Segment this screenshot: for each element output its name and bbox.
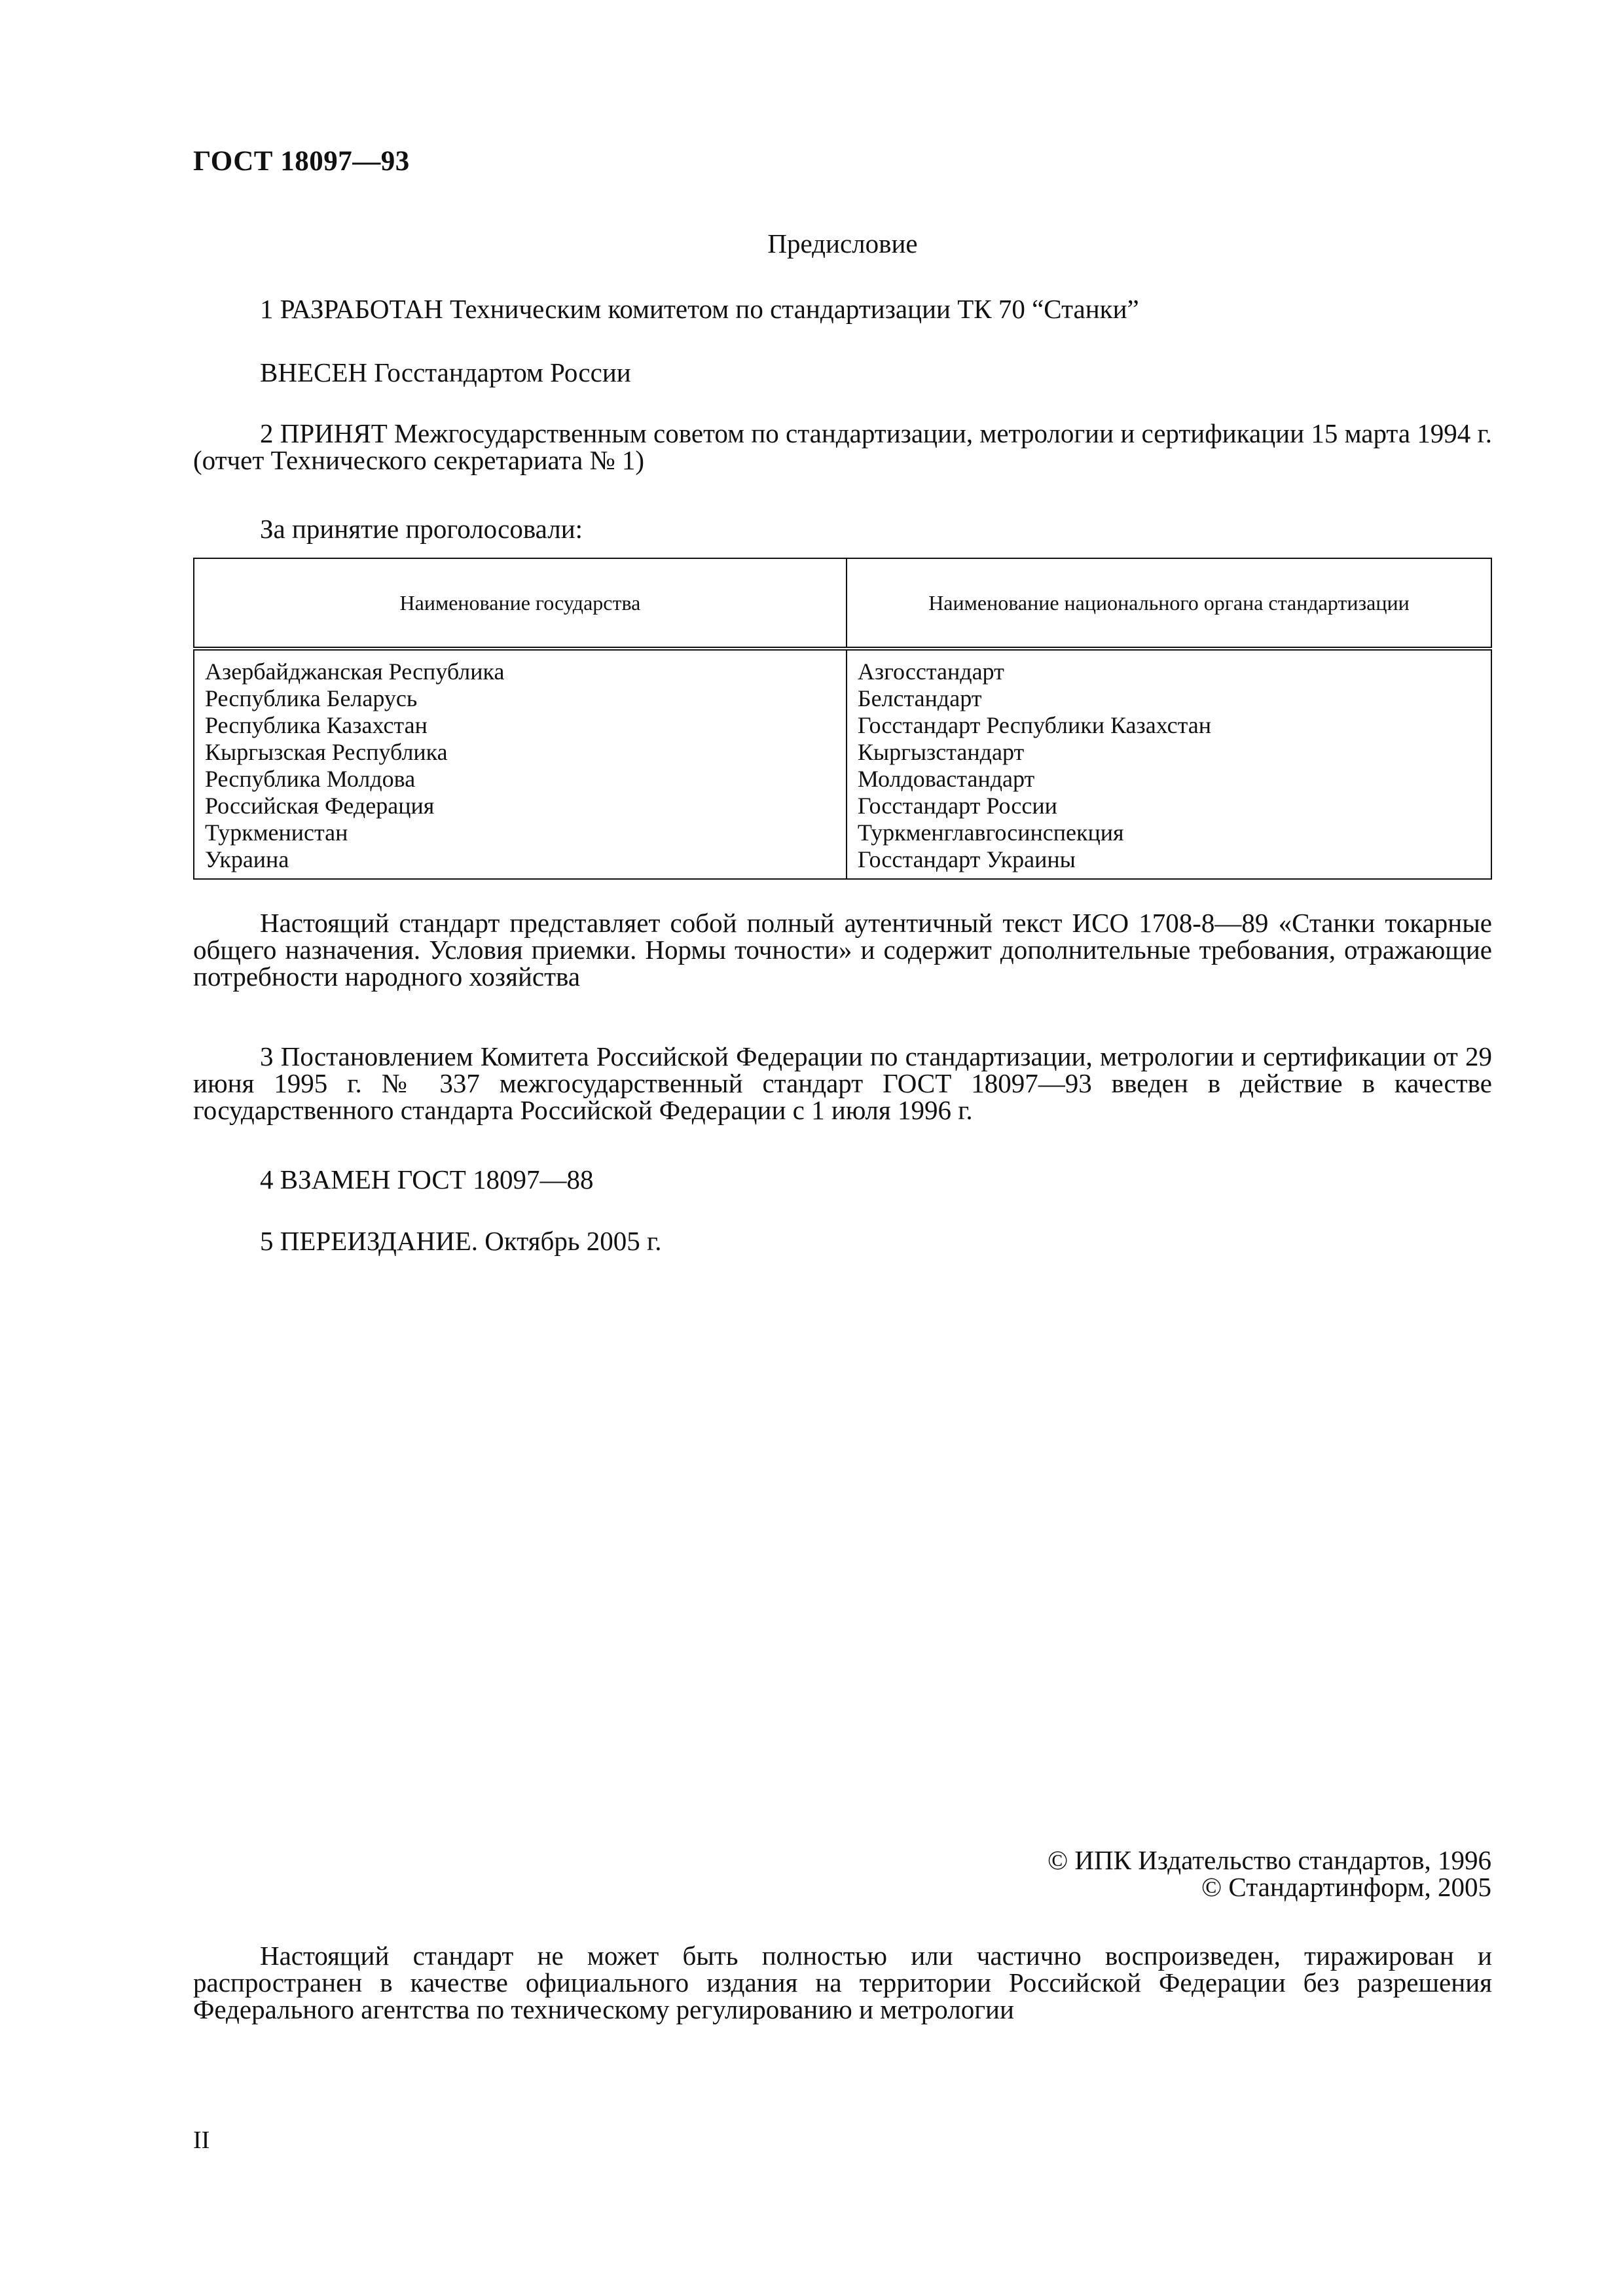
para-adopted-by: 2 ПРИНЯТ Межгосударственным советом по стандартизации, метрологии и сертификации 15 марта 1994 г. (отчет Технического секретариата № 1): [193, 418, 1492, 475]
para-developed-by: 1 РАЗРАБОТАН Техническим комитетом по стандартизации ТК 70 “Станки”: [260, 294, 1139, 324]
para-voted-for: За принятие проголосовали:: [260, 514, 583, 544]
copyright-line-2: © Стандартинформ, 2005: [1201, 1872, 1491, 1902]
para-iso-text: Настоящий стандарт представляет собой полный аутентичный текст ИСО 1708-8—89 «Станки токарные общего назначения. Условия приемки. Нормы точности» и содержит дополнительные требования, отражающие потребности народного хозяйства: [193, 908, 1492, 992]
para-replaces: 4 ВЗАМЕН ГОСТ 18097—88: [260, 1164, 594, 1194]
para-reissue: 5 ПЕРЕИЗДАНИЕ. Октябрь 2005 г.: [260, 1226, 662, 1256]
page-title: Предисловие: [767, 228, 918, 259]
standards-body: Азгосстандарт: [857, 658, 1004, 685]
standards-body: Госстандарт России: [857, 793, 1057, 819]
standards-body: Госстандарт Республики Казахстан: [857, 712, 1212, 738]
copyright-line-1: © ИПК Издательство стандартов, 1996: [1047, 1845, 1491, 1875]
copyright-block: [1048, 1847, 1491, 1901]
state-name: Республика Казахстан: [205, 712, 428, 738]
state-name: Азербайджанская Республика: [205, 658, 505, 685]
para-submitted-by: ВНЕСЕН Госстандартом России: [260, 357, 631, 387]
standards-body: Туркменглавгосинспекция: [857, 819, 1124, 846]
reproduction-notice: Настоящий стандарт не может быть полностью или частично воспроизведен, тиражирован и распространен в качестве официального издания на территории Российской Федерации без разрешения Федерального агентства по техническому регулированию и метрологии: [193, 1941, 1492, 2024]
state-name: Туркменистан: [205, 819, 348, 846]
state-name: Российская Федерация: [205, 793, 435, 819]
standards-body: Белстандарт: [857, 685, 982, 711]
standards-bodies-cell: [847, 649, 1491, 879]
table-header-row: [194, 558, 1491, 649]
header-standards-body: Наименование национального органа стандартизации: [847, 558, 1491, 649]
document-code: ГОСТ 18097—93: [193, 146, 410, 177]
standards-body: Молдовастандарт: [857, 766, 1035, 792]
voting-states-table: [193, 558, 1492, 880]
state-name: Республика Беларусь: [205, 685, 418, 711]
standards-body: Кыргызстандарт: [857, 739, 1025, 765]
page-number: II: [193, 2126, 210, 2154]
state-name: Республика Молдова: [205, 766, 416, 792]
para-decree: 3 Постановлением Комитета Российской Федерации по стандартизации, метрологии и сертификации от 29 июня 1995 г. № 337 межгосударственный стандарт ГОСТ 18097—93 введен в действие в качестве государственного стандарта Российской Федерации с 1 июля 1996 г.: [193, 1041, 1492, 1125]
state-names-cell: [194, 649, 847, 879]
standards-body: Госстандарт Украины: [857, 846, 1076, 872]
state-name: Украина: [205, 846, 289, 872]
header-state-name: Наименование государства: [194, 558, 847, 649]
state-name: Кыргызская Республика: [205, 739, 448, 765]
table-row: [194, 649, 1491, 879]
